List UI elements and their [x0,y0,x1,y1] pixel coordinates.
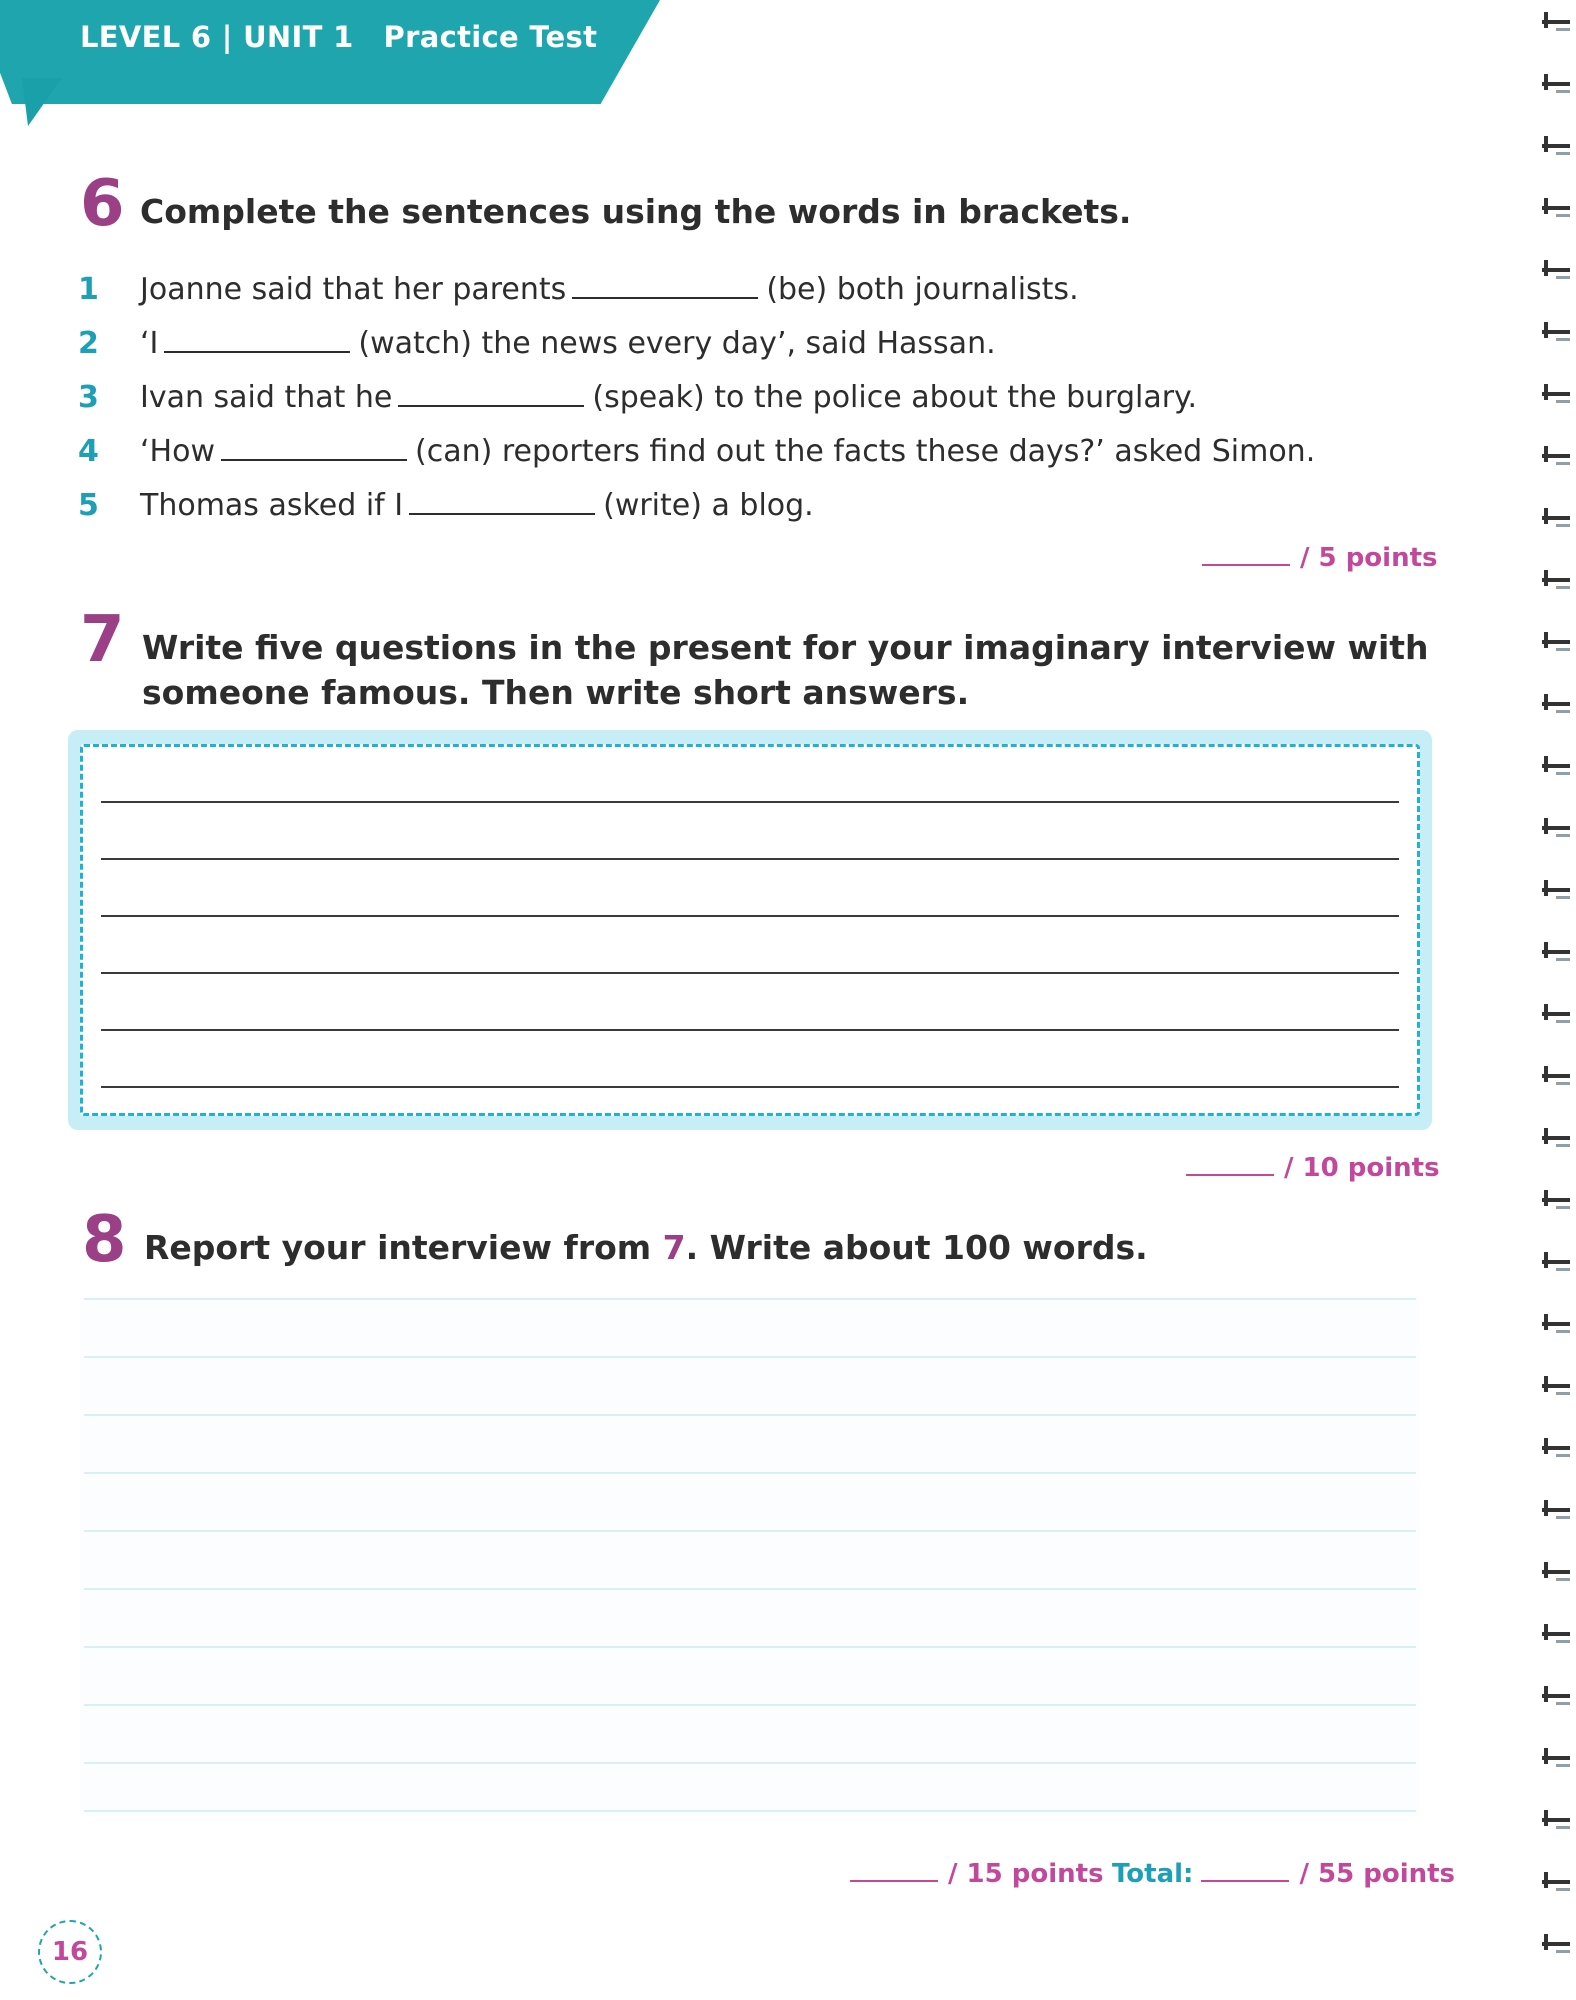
exercise-6-item-5 [78,482,1378,536]
exercise-7-instruction-line-1: Write five questions in the present for your imaginary interview with [142,628,1429,667]
points-label: / 15 points [948,1859,1104,1889]
item-number: 3 [78,380,99,415]
exercise-6-item-3 [78,374,1378,428]
spiral-ring [1542,1438,1572,1460]
exercise-6-items [78,266,1378,536]
spiral-ring [1542,818,1572,840]
item-number: 1 [78,272,99,307]
item-text-before: Ivan said that he [140,380,393,415]
spiral-ring [1542,384,1572,406]
spiral-ring [1542,1314,1572,1336]
total-points [1112,1858,1455,1889]
spiral-ring [1542,1872,1572,1894]
spiral-ring [1542,756,1572,778]
exercise-6-item-1 [78,266,1378,320]
header-level-unit: LEVEL 6 | UNIT 1 [80,20,354,54]
exercise-6-points [1202,542,1438,573]
spiral-ring [1542,1376,1572,1398]
total-score-blank[interactable] [1201,1858,1289,1882]
item-text-before: ‘How [140,434,215,469]
score-blank[interactable] [1202,542,1290,566]
item-number: 5 [78,488,99,523]
exercise-8-points [850,1858,1104,1889]
exercise-7-instruction-line-2: someone famous. Then write short answers. [142,672,970,712]
answer-blank[interactable] [409,483,595,515]
spiral-ring [1542,74,1572,96]
spiral-ring [1542,1810,1572,1832]
item-text-before: Thomas asked if I [140,488,404,523]
spiral-ring [1542,136,1572,158]
ruled-line [84,1704,1416,1706]
exercise-7-dashed-frame [80,744,1420,1116]
exercise-6-instruction: Complete the sentences using the words in brackets. [140,192,1132,231]
writing-line[interactable] [101,801,1399,803]
writing-line[interactable] [101,1029,1399,1031]
spiral-ring [1542,632,1572,654]
spiral-ring [1542,1686,1572,1708]
spiral-ring [1542,12,1572,34]
total-label: Total: [1112,1859,1194,1889]
ruled-line [84,1472,1416,1474]
answer-blank[interactable] [164,321,350,353]
item-number: 4 [78,434,99,469]
ruled-line [84,1414,1416,1416]
writing-line[interactable] [101,1086,1399,1088]
total-points-label: / 55 points [1299,1859,1456,1889]
spiral-ring [1542,198,1572,220]
spiral-ring [1542,1066,1572,1088]
spiral-ring [1542,1252,1572,1274]
spiral-ring [1542,322,1572,344]
item-text-after: (speak) to the police about the burglary. [592,380,1198,415]
ruled-line [84,1646,1416,1648]
ruled-line [84,1588,1416,1590]
spiral-ring [1542,570,1572,592]
writing-line[interactable] [101,972,1399,974]
item-text-after: (watch) the news every day’, said Hassan. [358,326,996,361]
spiral-ring [1542,694,1572,716]
answer-blank[interactable] [221,429,407,461]
exercise-7-number: 7 [80,603,125,677]
item-text-after: (write) a blog. [603,488,814,523]
spiral-ring [1542,1500,1572,1522]
exercise-6-item-2 [78,320,1378,374]
ruled-line [84,1762,1416,1764]
spiral-ring [1542,508,1572,530]
exercise-7-answer-box [68,730,1432,1130]
instruction-text: . Write about 100 words. [685,1228,1148,1267]
spiral-ring [1542,1624,1572,1646]
spiral-ring [1542,1128,1572,1150]
ruled-line [84,1810,1416,1812]
points-label: / 10 points [1284,1153,1440,1183]
spiral-ring [1542,446,1572,468]
exercise-7-instruction [142,626,1429,715]
exercise-6-number: 6 [80,167,125,241]
page-number: 16 [38,1920,102,1984]
item-text-before: ‘I [140,326,159,361]
spiral-ring [1542,260,1572,282]
spiral-ring [1542,1748,1572,1770]
exercise-8-instruction [144,1226,1148,1271]
points-label: / 5 points [1300,543,1438,573]
exercise-8-writing-area[interactable] [80,1296,1420,1816]
score-blank[interactable] [1186,1152,1274,1176]
spiral-ring [1542,942,1572,964]
score-blank[interactable] [850,1858,938,1882]
header-title [80,20,597,54]
spiral-ring [1542,1934,1572,1956]
exercise-6-item-4 [78,428,1378,482]
instruction-text: Report your interview from [144,1228,652,1267]
item-text-before: Joanne said that her parents [140,272,567,307]
exercise-8-number: 8 [82,1203,127,1277]
spiral-ring [1542,1190,1572,1212]
spiral-binding [1536,0,1576,2000]
ruled-line [84,1356,1416,1358]
ruled-line [84,1298,1416,1300]
answer-blank[interactable] [572,267,758,299]
item-text-after: (be) both journalists. [766,272,1079,307]
writing-line[interactable] [101,915,1399,917]
ruled-line [84,1530,1416,1532]
writing-line[interactable] [101,858,1399,860]
item-number: 2 [78,326,99,361]
spiral-ring [1542,880,1572,902]
exercise-reference: 7 [662,1228,686,1267]
header-practice-test: Practice Test [383,20,598,54]
spiral-ring [1542,1004,1572,1026]
spiral-ring [1542,1562,1572,1584]
item-text-after: (can) reporters find out the facts these days?’ asked Simon. [415,434,1316,469]
answer-blank[interactable] [398,375,584,407]
exercise-7-points [1186,1152,1440,1183]
